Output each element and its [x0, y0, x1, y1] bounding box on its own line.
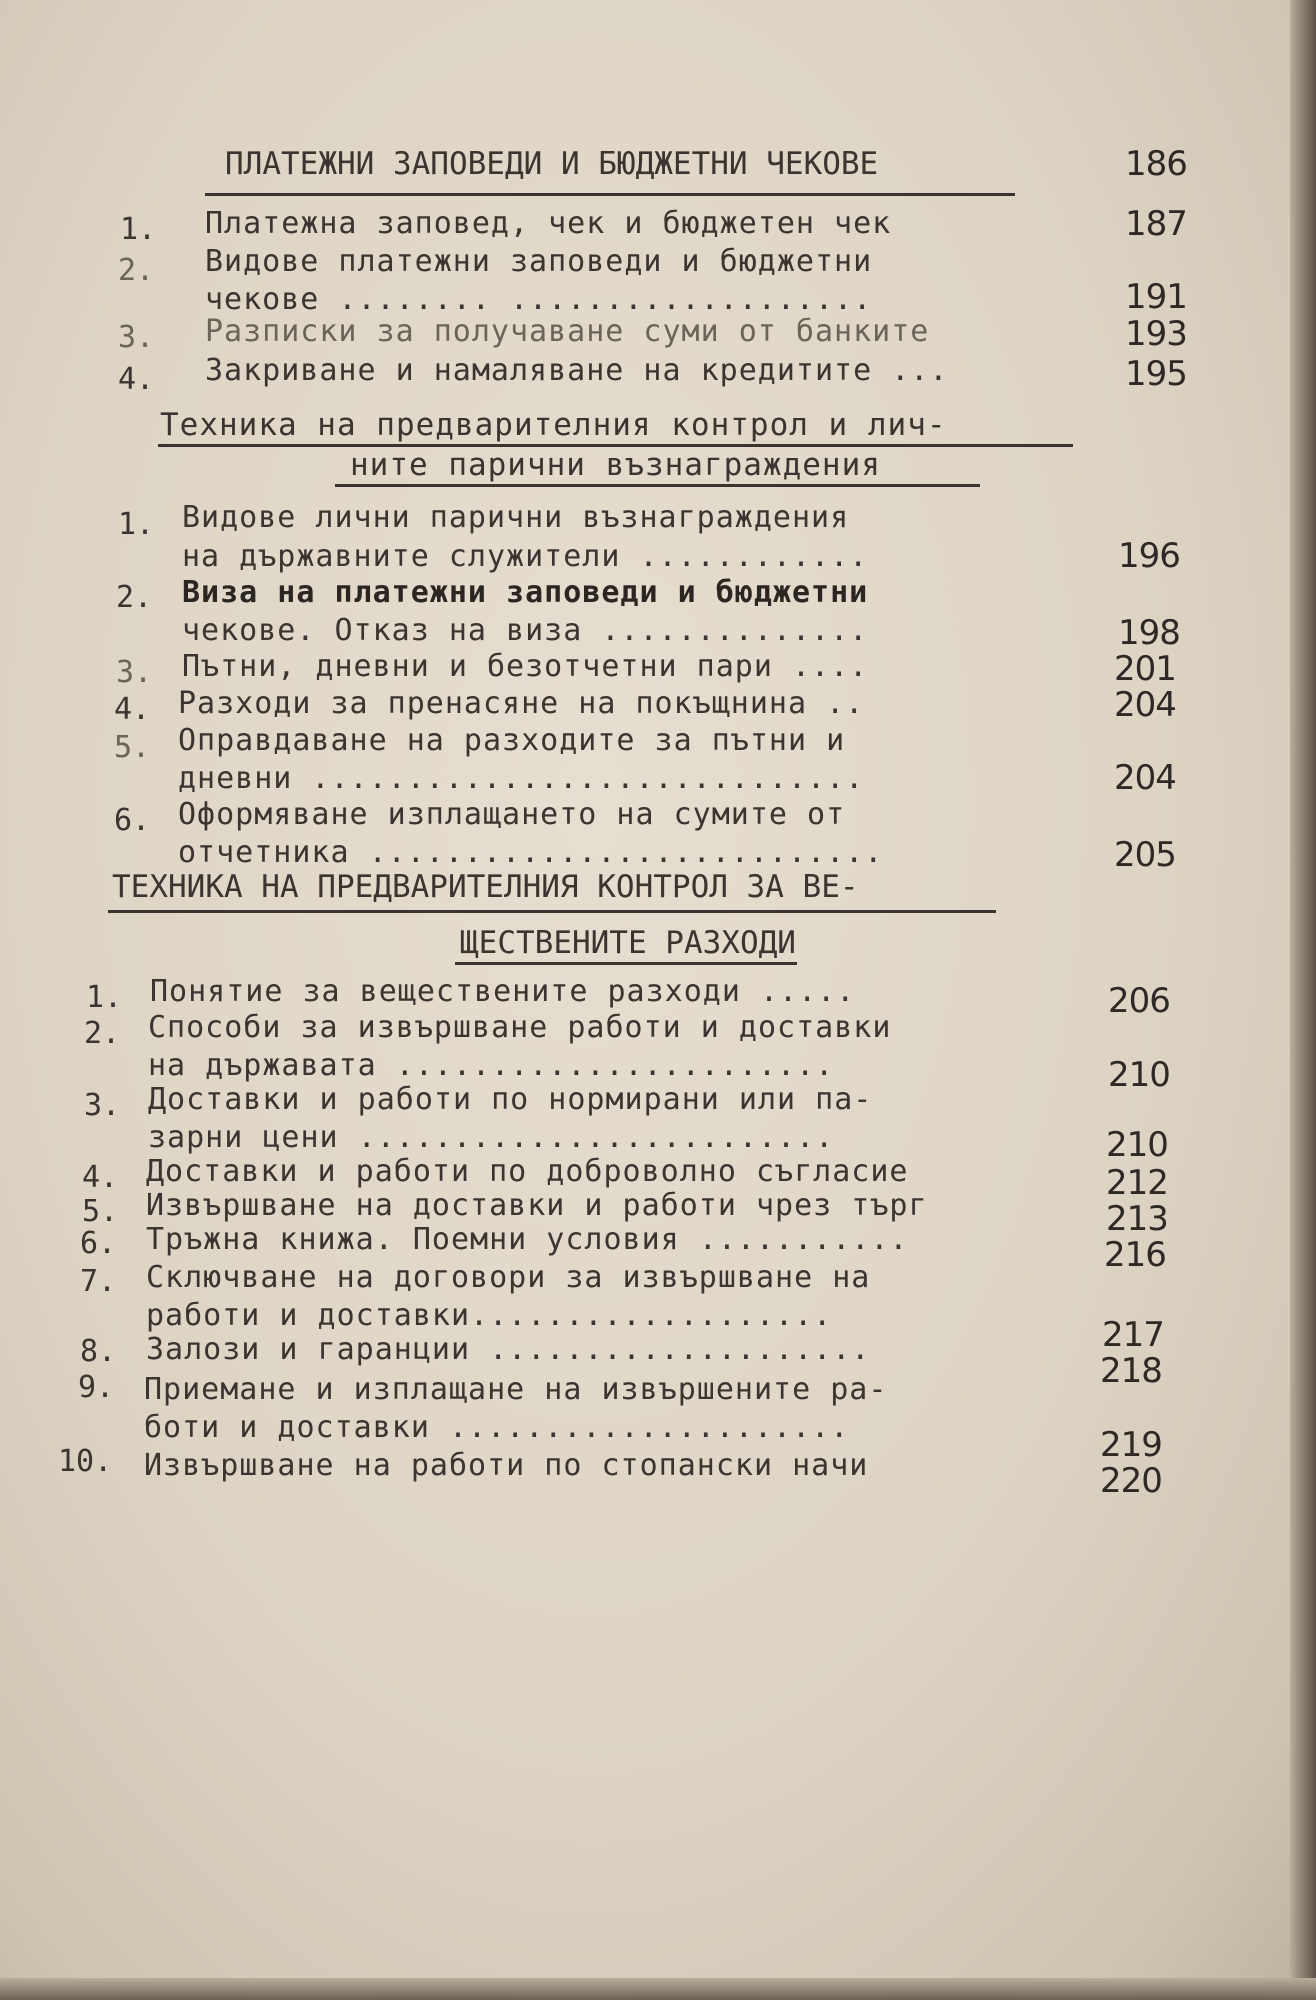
toc-item-text: чекове. Отказ на виза ..............	[182, 613, 869, 648]
toc-item-page: 195	[1125, 354, 1187, 394]
toc-item-text: работи и доставки...................	[146, 1298, 833, 1333]
toc-item-number: 6.	[114, 803, 151, 838]
toc-item-page: 216	[1104, 1235, 1166, 1275]
toc-item-text: чекове ........ ...................	[205, 282, 873, 317]
toc-item-number: 1.	[86, 980, 123, 1015]
toc-item-number: 6.	[80, 1226, 117, 1261]
toc-item-page: 196	[1118, 536, 1180, 576]
toc-item-page: 220	[1100, 1461, 1162, 1501]
toc-item-number: 1.	[118, 507, 155, 542]
toc-item-page: 217	[1102, 1315, 1164, 1355]
toc-item-text: Понятие за веществените разходи .....	[150, 974, 856, 1009]
toc-item-text: Платежна заповед, чек и бюджетен чек	[205, 206, 892, 241]
toc-item-number: 3.	[84, 1088, 121, 1123]
heading-underline	[335, 484, 980, 487]
toc-item-number: 5.	[114, 730, 151, 765]
section-heading: Техника на предварителния контрол и лич-	[160, 407, 947, 443]
heading-underline	[205, 193, 1015, 196]
toc-item-page: 218	[1100, 1351, 1162, 1391]
toc-item-page: 210	[1106, 1125, 1168, 1165]
toc-item-text: Закриване и намаляване на кредитите ...	[205, 353, 949, 388]
toc-item-number: 1.	[120, 212, 157, 247]
toc-item-text: Доставки и работи по нормирани или па-	[148, 1082, 873, 1117]
toc-item-text: Тръжна книжа. Поемни условия ...........	[146, 1222, 909, 1257]
heading-underline	[108, 910, 996, 913]
toc-item-text: отчетника ...........................	[178, 835, 884, 870]
toc-item-number: 9.	[78, 1370, 115, 1405]
toc-item-text: Извършване на работи по стопански начи	[144, 1448, 869, 1483]
page-edge-bottom	[0, 1978, 1316, 2000]
section-heading: ните парични възнаграждения	[350, 447, 881, 483]
toc-item-text: Видове платежни заповеди и бюджетни	[205, 244, 873, 279]
toc-item-number: 2.	[84, 1016, 121, 1051]
toc-item-page: 219	[1100, 1425, 1162, 1465]
toc-item-text: Оправдаване на разходите за пътни и	[178, 723, 846, 758]
toc-item-text: Видове лични парични възнаграждения	[182, 500, 850, 535]
toc-item-text: Приемане и изплащане на извършените ра-	[144, 1372, 888, 1407]
toc-item-text: на държавните служители ............	[182, 539, 869, 574]
toc-item-text: Сключване на договори за извършване на	[146, 1260, 871, 1295]
section-heading: ЩЕСТВЕНИТЕ РАЗХОДИ	[460, 925, 796, 961]
toc-item-text: на държавата .......................	[148, 1048, 835, 1083]
toc-item-text: Виза на платежни заповеди и бюджетни	[182, 575, 869, 610]
toc-item-text: Пътни, дневни и безотчетни пари ....	[182, 649, 869, 684]
toc-item-number: 5.	[82, 1194, 119, 1229]
toc-item-number: 2.	[116, 580, 153, 615]
toc-item-number: 4.	[114, 692, 151, 727]
toc-item-number: 2.	[118, 253, 155, 288]
toc-item-number: 7.	[80, 1264, 117, 1299]
toc-item-page: 198	[1118, 613, 1180, 653]
toc-item-page: 193	[1125, 314, 1187, 354]
section-heading: ТЕХНИКА НА ПРЕДВАРИТЕЛНИЯ КОНТРОЛ ЗА ВЕ-	[112, 869, 859, 905]
toc-item-page: 212	[1106, 1163, 1168, 1203]
toc-item-text: Разписки за получаване суми от банките	[205, 314, 930, 349]
toc-item-text: Оформяване изплащането на сумите от	[178, 797, 846, 832]
toc-item-page: 187	[1125, 204, 1187, 244]
toc-item-number: 3.	[116, 655, 153, 690]
section-page-number: 186	[1125, 144, 1187, 184]
toc-item-number: 4.	[118, 362, 155, 397]
toc-item-text: боти и доставки .....................	[144, 1410, 850, 1445]
heading-underline	[455, 962, 797, 965]
toc-item-page: 201	[1114, 649, 1176, 689]
toc-item-text: зарни цени .........................	[148, 1120, 835, 1155]
toc-item-text: Извършване на доставки и работи чрез търг	[146, 1188, 928, 1223]
toc-item-text: Залози и гаранции ....................	[146, 1332, 871, 1367]
toc-item-number: 4.	[82, 1160, 119, 1195]
page-edge-right	[1290, 0, 1316, 2000]
toc-item-number: 3.	[118, 320, 155, 355]
toc-item-page: 191	[1125, 277, 1187, 317]
toc-item-page: 204	[1114, 758, 1176, 798]
section-heading: ПЛАТЕЖНИ ЗАПОВЕДИ И БЮДЖЕТНИ ЧЕКОВЕ	[225, 146, 879, 182]
toc-item-text: Доставки и работи по доброволно съгласие	[146, 1154, 909, 1189]
toc-item-number: 8.	[80, 1334, 117, 1369]
toc-item-number: 10.	[58, 1444, 113, 1479]
toc-item-page: 210	[1108, 1055, 1170, 1095]
toc-item-page: 206	[1108, 981, 1170, 1021]
toc-item-page: 205	[1114, 835, 1176, 875]
toc-item-page: 213	[1106, 1199, 1168, 1239]
toc-item-text: Разходи за пренасяне на покъщнина ..	[178, 686, 865, 721]
toc-item-text: дневни .............................	[178, 761, 865, 796]
toc-item-text: Способи за извършване работи и доставки	[148, 1010, 892, 1045]
toc-item-page: 204	[1114, 685, 1176, 725]
